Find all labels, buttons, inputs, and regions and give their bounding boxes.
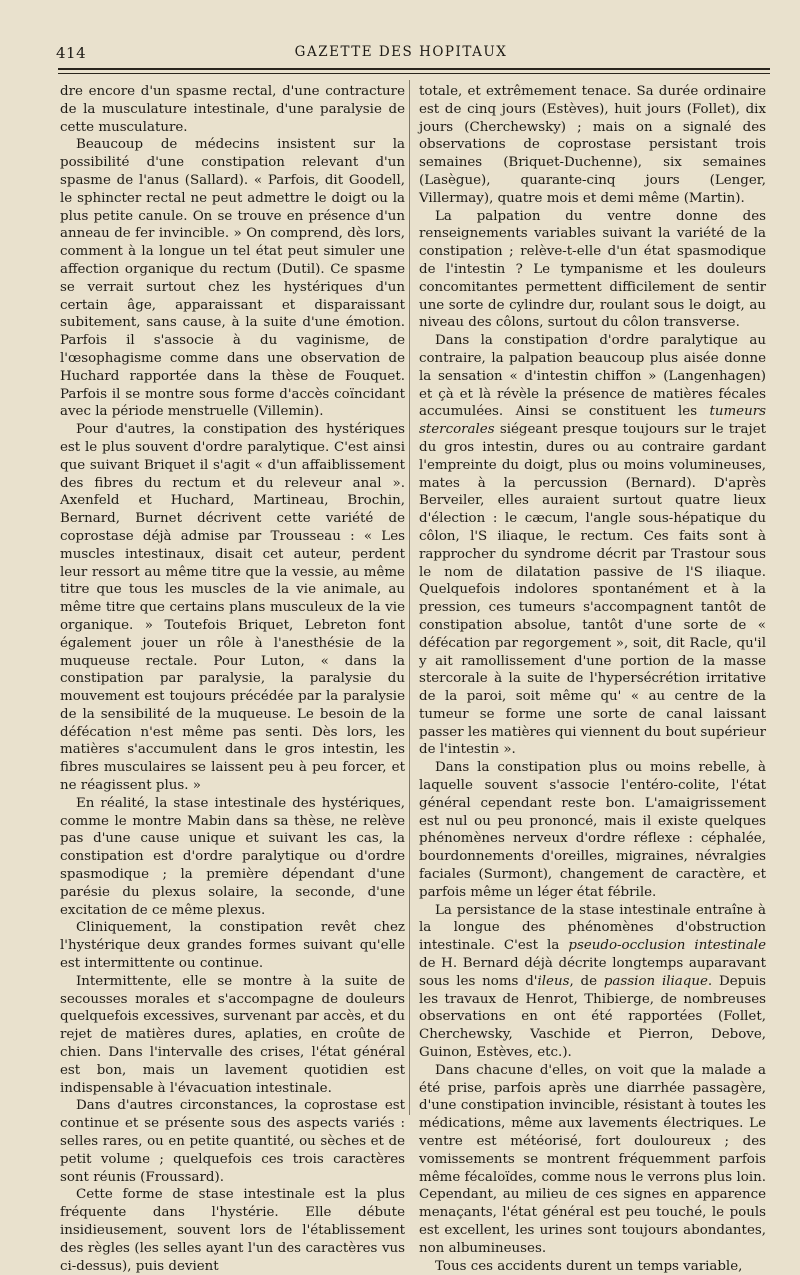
paragraph: La palpation du ventre donne des renseignements variables suivant la variété de la constipation ; relève-t-elle d'un état spasmodique de l'intestin ? Le tympanisme et les douleurs concomitantes permettent difficilement de sentir une sorte de cylindre dur, roulant sous le doigt, au niveau des côlons, surtout du côlon transverse.: [419, 208, 766, 331]
text-run: de H. Bernard déjà décrite longtemps auparavant sous les noms d': [419, 956, 766, 989]
paragraph: Cliniquement, la constipation revêt chez l'hystérique deux grandes formes suivant qu'elle est intermittente ou continue.: [60, 920, 405, 972]
italic-term: tumeurs stercorales: [419, 404, 766, 438]
left-column: [60, 83, 405, 1275]
paragraph: totale, et extrêmement tenace. Sa durée ordinaire est de cinq jours (Estèves), huit jours (Follet), dix jours (Cherchewsky) ; mais on a signalé des observations de coprostase persistant trois semaines (Briquet-Duchenne), six semaines (Lasègue), quarante-cinq jours (Lenger, Villermay), quatre mois et demi même (Martin).: [419, 84, 766, 206]
paragraph: Dans la constipation plus ou moins rebelle, à laquelle souvent s'associe l'entéro-colite, l'état général cependant reste bon. L'amaigrissement est nul ou peu prononcé, mais il existe quelques phénomènes nerveux d'ordre réflexe : céphalée, bourdonnements d'oreilles, migraines, névralgies faciales (Surmont), changement de caractère, et parfois même un léger état fébrile.: [419, 760, 766, 900]
paragraph: Intermittente, elle se montre à la suite de secousses morales et s'accompagne de douleurs quelquefois excessives, survenant par accès, et du rejet de matières dures, aplaties, en croûte de chien. Dans l'intervalle des crises, l'état général est bon, mais un lavement quotidien est indispensable à l'évacuation intestinale.: [60, 973, 405, 1096]
page-number: 414: [56, 44, 87, 62]
italic-term: passion iliaque: [603, 973, 708, 989]
header-rule-thick: [58, 68, 770, 70]
paragraph: En réalité, la stase intestinale des hystériques, comme le montre Mabin dans sa thèse, ne relève pas d'une cause unique et suivant les cas, la constipation est d'ordre paralytique ou d'ordre spasmodique ; la première dépendant d'une parésie du plexus solaire, la seconde, d'une excitation de ce même plexus.: [60, 795, 405, 918]
italic-term: pseudo-occlusion intestinale: [568, 938, 766, 954]
page-header: [36, 44, 766, 64]
text-run: . Depuis les travaux de Henrot, Thibierge, de nombreuses observations en ont été rapportées (Follet, Cherchewsky, Vaschide et Pierron, Debove, Guinon, Estèves, etc.).: [419, 973, 766, 1061]
paragraph: Dans chacune d'elles, on voit que la malade a été prise, parfois après une diarrhée passagère, d'une constipation invincible, résistant à toutes les médications, même aux lavements électriques. Le ventre est météorisé, fort douloureux ; des vomissements se montrent fréquemment parfois même fécaloïdes, comme nous le verrons plus loin. Cependant, au milieu de ces signes en apparence menaçants, l'état général est peu touché, le pouls est excellent, les urines sont toujours abondantes, non albumineuses.: [419, 1062, 766, 1256]
paragraph: dre encore d'un spasme rectal, d'une contracture de la musculature intestinale, d'une paralysie de cette musculature.: [60, 84, 405, 135]
paragraph: Beaucoup de médecins insistent sur la possibilité d'une constipation relevant d'un spasme de l'anus (Sallard). « Parfois, dit Goodell, le sphincter rectal ne peut admettre le doigt ou la plus petite canule. On se trouve en présence d'un anneau de fer invincible. » On comprend, dès lors, comment à la longue un tel état peut simuler une affection organique du rectum (Dutil). Ce spasme se verrait surtout chez les hystériques d'un certain âge, apparaissant et disparaissant subitement, sans cause, à la suite d'une émotion. Parfois il s'associe à du vaginisme, de l'œsophagisme comme dans une observation de Huchard rapportée dans la thèse de Fouquet. Parfois il se montre sous forme d'accès coïncidant avec la période menstruelle (Villemin).: [60, 137, 405, 420]
text-run: siégeant presque toujours sur le trajet du gros intestin, dures ou au contraire gardant l'empreinte du doigt, plus ou moins volumineuses, mates à la percussion (Bernard). D'après Berveiler, elles auraient surtout quatre lieux d'élection : le cæcum, l'angle sous-hépatique du côlon, l'S iliaque, le rectum. Ces faits sont à rapprocher du syndrome décrit par Trastour sous le nom de dilatation passive de l'S iliaque. Quelquefois indolores spontanément et à la pression, ces tumeurs s'accompagnent tantôt de constipation absolue, tantôt d'une sorte de « défécation par regorgement », soit, dit Racle, qu'il y ait ramollissement d'une portion de la masse stercorale à la suite de l'hypersécrétion irritative de la paroi, soit même qu' « au centre de la tumeur se forme une sorte de canal laissant passer les matières qui viennent du bout supérieur de l'intestin ».: [419, 422, 766, 758]
text-run: Dans la constipation d'ordre paralytique au contraire, la palpation beaucoup plus aisée donne la sensation « d'intestin chiffon » (Langenhagen) et çà et là révèle la présence de matières fécales accumulées. Ainsi se constituent les: [419, 333, 766, 420]
text-run: , de: [569, 973, 604, 989]
column-divider: [409, 80, 410, 1115]
paragraph: Cette forme de stase intestinale est la plus fréquente dans l'hystérie. Elle débute insidieusement, souvent lors de l'établissement des règles (les selles ayant l'un des caractères vus ci-dessus), puis devient: [60, 1187, 405, 1274]
header-rule-thin: [58, 73, 770, 74]
paragraph: Pour d'autres, la constipation des hystériques est le plus souvent d'ordre paralytique. C'est ainsi que suivant Briquet il s'agit « d'un affaiblissement des fibres du rectum et du releveur anal ». Axenfeld et Huchard, Martineau, Brochin, Bernard, Burnet décrivent cette variété de coprostase déjà admise par Trousseau : « Les muscles intestinaux, disait cet auteur, perdent leur ressort au même titre que la vessie, au même titre que tous les muscles de la vie animale, au même titre que certains plans musculeux de la vie organique. » Toutefois Briquet, Lebreton font également jouer un rôle à l'anesthésie de la muqueuse rectale. Pour Luton, « dans la constipation par paralysie, la paralysie du mouvement est toujours précédée par la paralysie de la sensibilité de la muqueuse. Le besoin de la défécation n'est même pas senti. Dès lors, les matières s'accumulent dans le gros intestin, les fibres musculaires se laissent peu à peu forcer, et ne réagissent plus. »: [60, 422, 405, 794]
text-run: La persistance de la stase intestinale entraîne à la longue des phénomènes d'obstruction intestinale. C'est la: [419, 902, 766, 954]
paragraph: [419, 332, 766, 759]
paragraph: [419, 902, 766, 1062]
italic-term: ileus: [537, 973, 570, 989]
journal-title: GAZETTE DES HOPITAUX: [294, 44, 508, 60]
paragraph: Dans d'autres circonstances, la coprostase est continue et se présente sous des aspects variés : selles rares, ou en petite quantité, ou sèches et de petit volume ; quelquefois ces trois caractères sont réunis (Froussard).: [60, 1098, 405, 1185]
paragraph: Tous ces accidents durent un temps variable,: [435, 1258, 743, 1274]
right-column: [419, 83, 766, 1275]
